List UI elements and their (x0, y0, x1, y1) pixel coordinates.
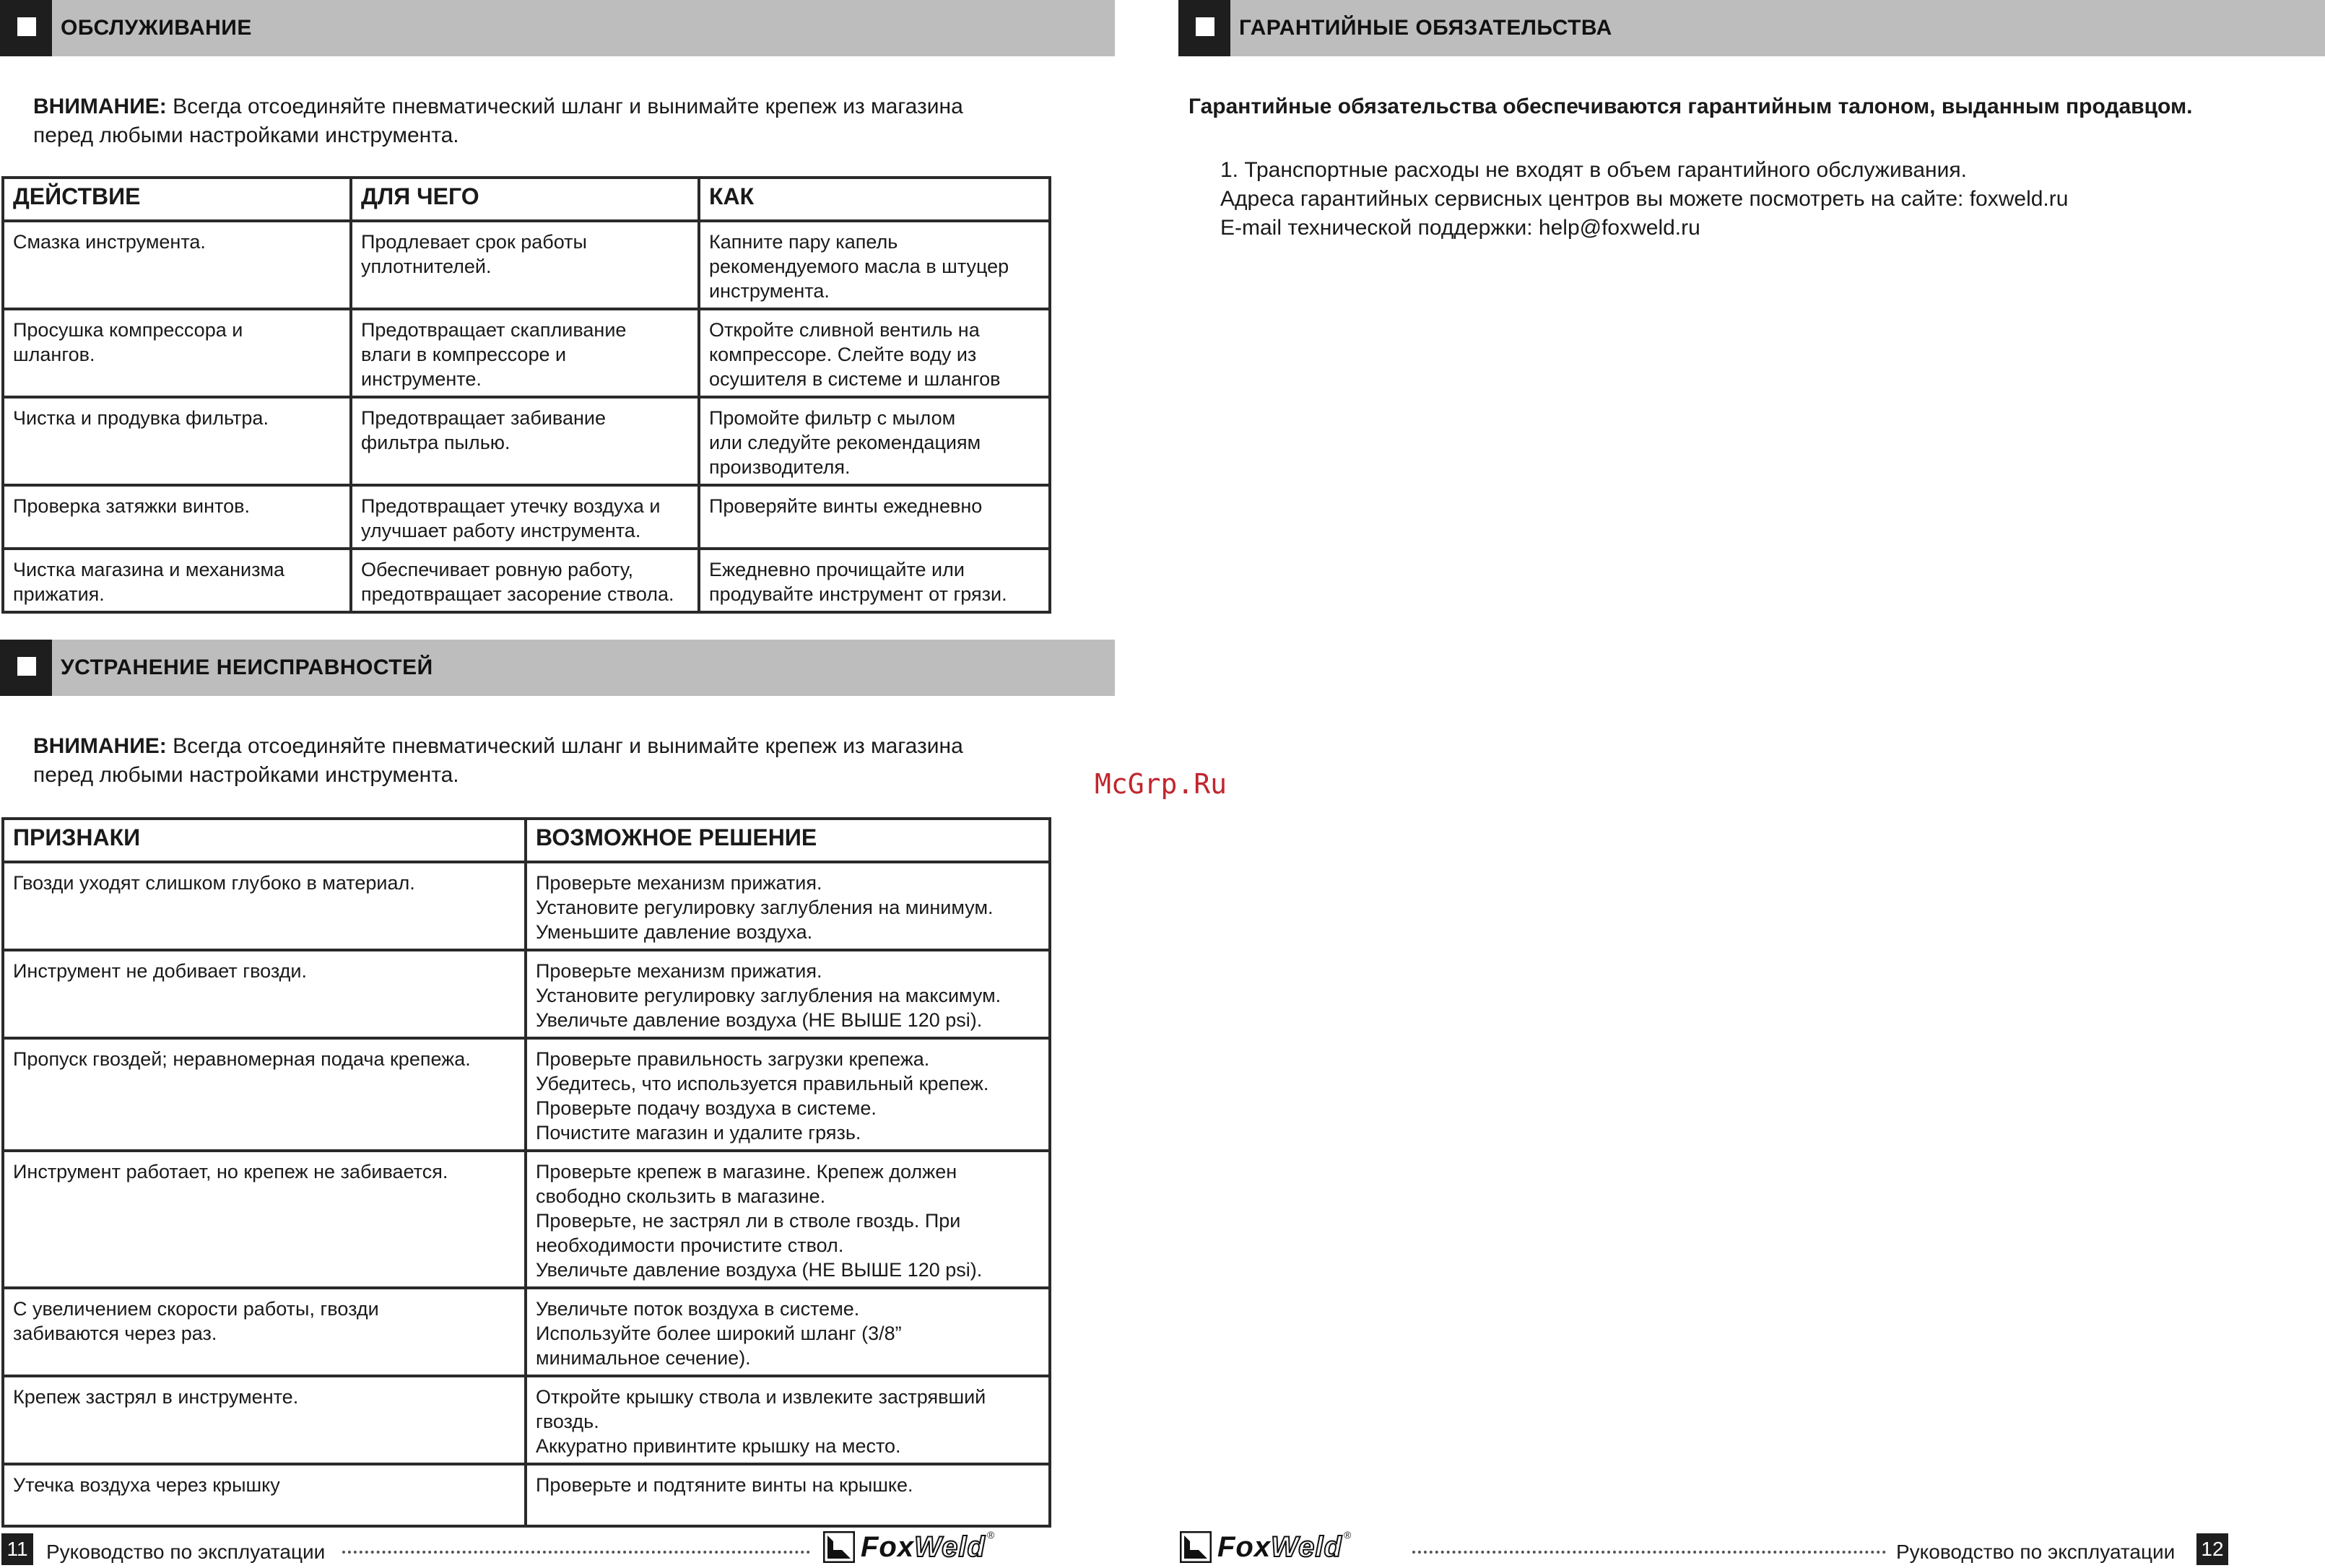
logo-registered: ® (1343, 1529, 1352, 1541)
table-cell (526, 1464, 1050, 1526)
foxweld-logo (1180, 1529, 1351, 1565)
warning-text: Всегда отсоединяйте пневматический шланг и вынимайте крепеж из магазина (173, 734, 963, 758)
warning-label: ВНИМАНИЕ: (33, 95, 167, 118)
cell-text: Промойте фильтр с мылом или следуйте рекомендациям производителя. (709, 407, 981, 478)
footer-leader-dots (1412, 1551, 1886, 1554)
cell-text: Откройте крышку ствола и извлеките застрявший гвоздь. Аккуратно привинтите крышку на место. (536, 1386, 986, 1457)
table-cell (351, 485, 699, 549)
table-cell (526, 1288, 1050, 1376)
logo-wordmark: FoxWeld (861, 1530, 986, 1563)
table-cell (3, 221, 351, 309)
warning-label: ВНИМАНИЕ: (33, 734, 167, 758)
table-row (3, 549, 1050, 612)
table-cell (3, 1376, 526, 1464)
cell-text: Предотвращает скапливание влаги в компрессоре и инструменте. (361, 319, 627, 390)
table-header-row (3, 819, 1050, 862)
cell-text: Чистка и продувка фильтра. (13, 407, 269, 429)
table-cell (351, 549, 699, 612)
logo-registered: ® (986, 1529, 995, 1541)
maintenance-table (1, 176, 1051, 614)
page-number: 12 (2196, 1533, 2228, 1565)
table-row (3, 1038, 1050, 1151)
right-page (1162, 0, 2325, 1568)
troubleshooting-title: УСТРАНЕНИЕ НЕИСПРАВНОСТЕЙ (61, 655, 433, 679)
table-cell (3, 1038, 526, 1151)
warranty-item-1: 1. Транспортные расходы не входят в объем гарантийного обслуживания. (1220, 158, 1967, 182)
table-row (3, 309, 1050, 397)
table-row (3, 485, 1050, 549)
cell-text: С увеличением скорости работы, гвозди забиваются через раз. (13, 1298, 379, 1344)
section-marker-icon (0, 640, 52, 696)
page-number: 11 (1, 1533, 33, 1565)
logo-wordmark: FoxWeld (1217, 1530, 1342, 1563)
maintenance-title: ОБСЛУЖИВАНИЕ (61, 16, 252, 40)
table-cell (3, 397, 351, 485)
column-header: ВОЗМОЖНОЕ РЕШЕНИЕ (526, 819, 1050, 862)
table-cell (526, 950, 1050, 1038)
cell-text: Обеспечивает ровную работу, предотвращает засорение ствола. (361, 559, 674, 605)
footer-leader-dots (342, 1551, 810, 1554)
troubleshooting-table (1, 817, 1051, 1528)
table-cell (526, 1038, 1050, 1151)
table-row (3, 221, 1050, 309)
table-cell (3, 1464, 526, 1526)
table-row (3, 397, 1050, 485)
cell-text: Откройте сливной вентиль на компрессоре. Слейте воду из осушителя в системе и шлангов (709, 319, 1001, 390)
table-cell (3, 485, 351, 549)
warranty-support-email: E-mail технической поддержки: help@foxweld.ru (1220, 216, 1700, 240)
section-marker-icon (0, 0, 52, 56)
warning-text-cont: перед любыми настройками инструмента. (33, 763, 459, 787)
cell-text: Предотвращает забивание фильтра пылью. (361, 407, 606, 453)
cell-text: Крепеж застрял в инструменте. (13, 1386, 299, 1408)
cell-text: Проверяйте винты ежедневно (709, 495, 983, 517)
cell-text: Чистка магазина и механизма прижатия. (13, 559, 285, 605)
cell-text: Проверка затяжки винтов. (13, 495, 250, 517)
table-row (3, 950, 1050, 1038)
table-cell (699, 309, 1050, 397)
warning-text: Всегда отсоединяйте пневматический шланг и вынимайте крепеж из магазина (173, 95, 963, 118)
cell-text: Инструмент не добивает гвозди. (13, 960, 307, 982)
table-cell (3, 950, 526, 1038)
foxweld-logo-icon (1180, 1531, 1212, 1563)
cell-text: Продлевает срок работы уплотнителей. (361, 231, 587, 277)
table-cell (699, 485, 1050, 549)
foxweld-logo-icon (823, 1531, 855, 1563)
table-cell (699, 549, 1050, 612)
left-page (0, 0, 1162, 1568)
cell-text: Инструмент работает, но крепеж не забивается. (13, 1161, 448, 1182)
table-header-row (3, 178, 1050, 221)
column-header: КАК (699, 178, 1050, 221)
footer-title: Руководство по эксплуатации (1896, 1541, 2176, 1563)
cell-text: Ежедневно прочищайте или продувайте инструмент от грязи. (709, 559, 1007, 605)
table-cell (526, 862, 1050, 950)
warranty-title: ГАРАНТИЙНЫЕ ОБЯЗАТЕЛЬСТВА (1239, 16, 1612, 40)
table-cell (351, 397, 699, 485)
table-cell (3, 862, 526, 950)
table-row (3, 1151, 1050, 1288)
troubleshooting-warning (33, 732, 963, 790)
cell-text: Проверьте механизм прижатия. Установите регулировку заглубления на максимум. Увеличьте давление воздуха (НЕ ВЫШЕ 120 psi). (536, 960, 1001, 1031)
warning-text-cont: перед любыми настройками инструмента. (33, 123, 459, 147)
footer-title: Руководство по эксплуатации (46, 1541, 326, 1563)
cell-text: Проверьте крепеж в магазине. Крепеж должен свободно скользить в магазине. Проверьте, не застрял ли в стволе гвоздь. При необходимости прочистите ствол. Увеличьте давление воздуха (НЕ ВЫШЕ 120 psi). (536, 1161, 983, 1281)
cell-text: Утечка воздуха через крышку (13, 1474, 280, 1496)
maintenance-header (0, 0, 1115, 56)
table-cell (699, 221, 1050, 309)
cell-text: Предотвращает утечку воздуха и улучшает работу инструмента. (361, 495, 661, 541)
cell-text: Увеличьте поток воздуха в системе. Используйте более широкий шланг (3/8” минимальное сечение). (536, 1298, 902, 1369)
table-cell (3, 1151, 526, 1288)
cell-text: Смазка инструмента. (13, 231, 206, 253)
table-cell (526, 1151, 1050, 1288)
section-marker-icon (1178, 0, 1230, 56)
cell-text: Проверьте правильность загрузки крепежа. Убедитесь, что используется правильный крепеж. Проверьте подачу воздуха в системе. Почистите магазин и удалите грязь. (536, 1048, 989, 1144)
maintenance-warning (33, 92, 963, 150)
troubleshooting-header (0, 640, 1115, 696)
table-row (3, 862, 1050, 950)
table-cell (3, 309, 351, 397)
table-cell (351, 221, 699, 309)
table-cell (3, 1288, 526, 1376)
cell-text: Проверьте и подтяните винты на крышке. (536, 1474, 913, 1496)
column-header: ПРИЗНАКИ (3, 819, 526, 862)
table-row (3, 1464, 1050, 1526)
column-header: ДЛЯ ЧЕГО (351, 178, 699, 221)
table-cell (3, 549, 351, 612)
table-cell (699, 397, 1050, 485)
cell-text: Пропуск гвоздей; неравномерная подача крепежа. (13, 1048, 471, 1070)
table-row (3, 1376, 1050, 1464)
table-row (3, 1288, 1050, 1376)
table-cell (526, 1376, 1050, 1464)
warranty-header (1178, 0, 2325, 56)
cell-text: Капните пару капель рекомендуемого масла в штуцер инструмента. (709, 231, 1009, 302)
cell-text: Просушка компрессора и шлангов. (13, 319, 243, 365)
cell-text: Гвозди уходят слишком глубоко в материал. (13, 872, 415, 894)
cell-text: Проверьте механизм прижатия. Установите регулировку заглубления на минимум. Уменьшите давление воздуха. (536, 872, 994, 943)
warranty-lead: Гарантийные обязательства обеспечиваются гарантийным талоном, выданным продавцом. (1188, 95, 2193, 118)
column-header: ДЕЙСТВИЕ (3, 178, 351, 221)
table-cell (351, 309, 699, 397)
warranty-service-centers: Адреса гарантийных сервисных центров вы можете посмотреть на сайте: foxweld.ru (1220, 187, 2069, 211)
foxweld-logo (823, 1529, 994, 1565)
watermark: McGrp.Ru (1095, 768, 1227, 800)
